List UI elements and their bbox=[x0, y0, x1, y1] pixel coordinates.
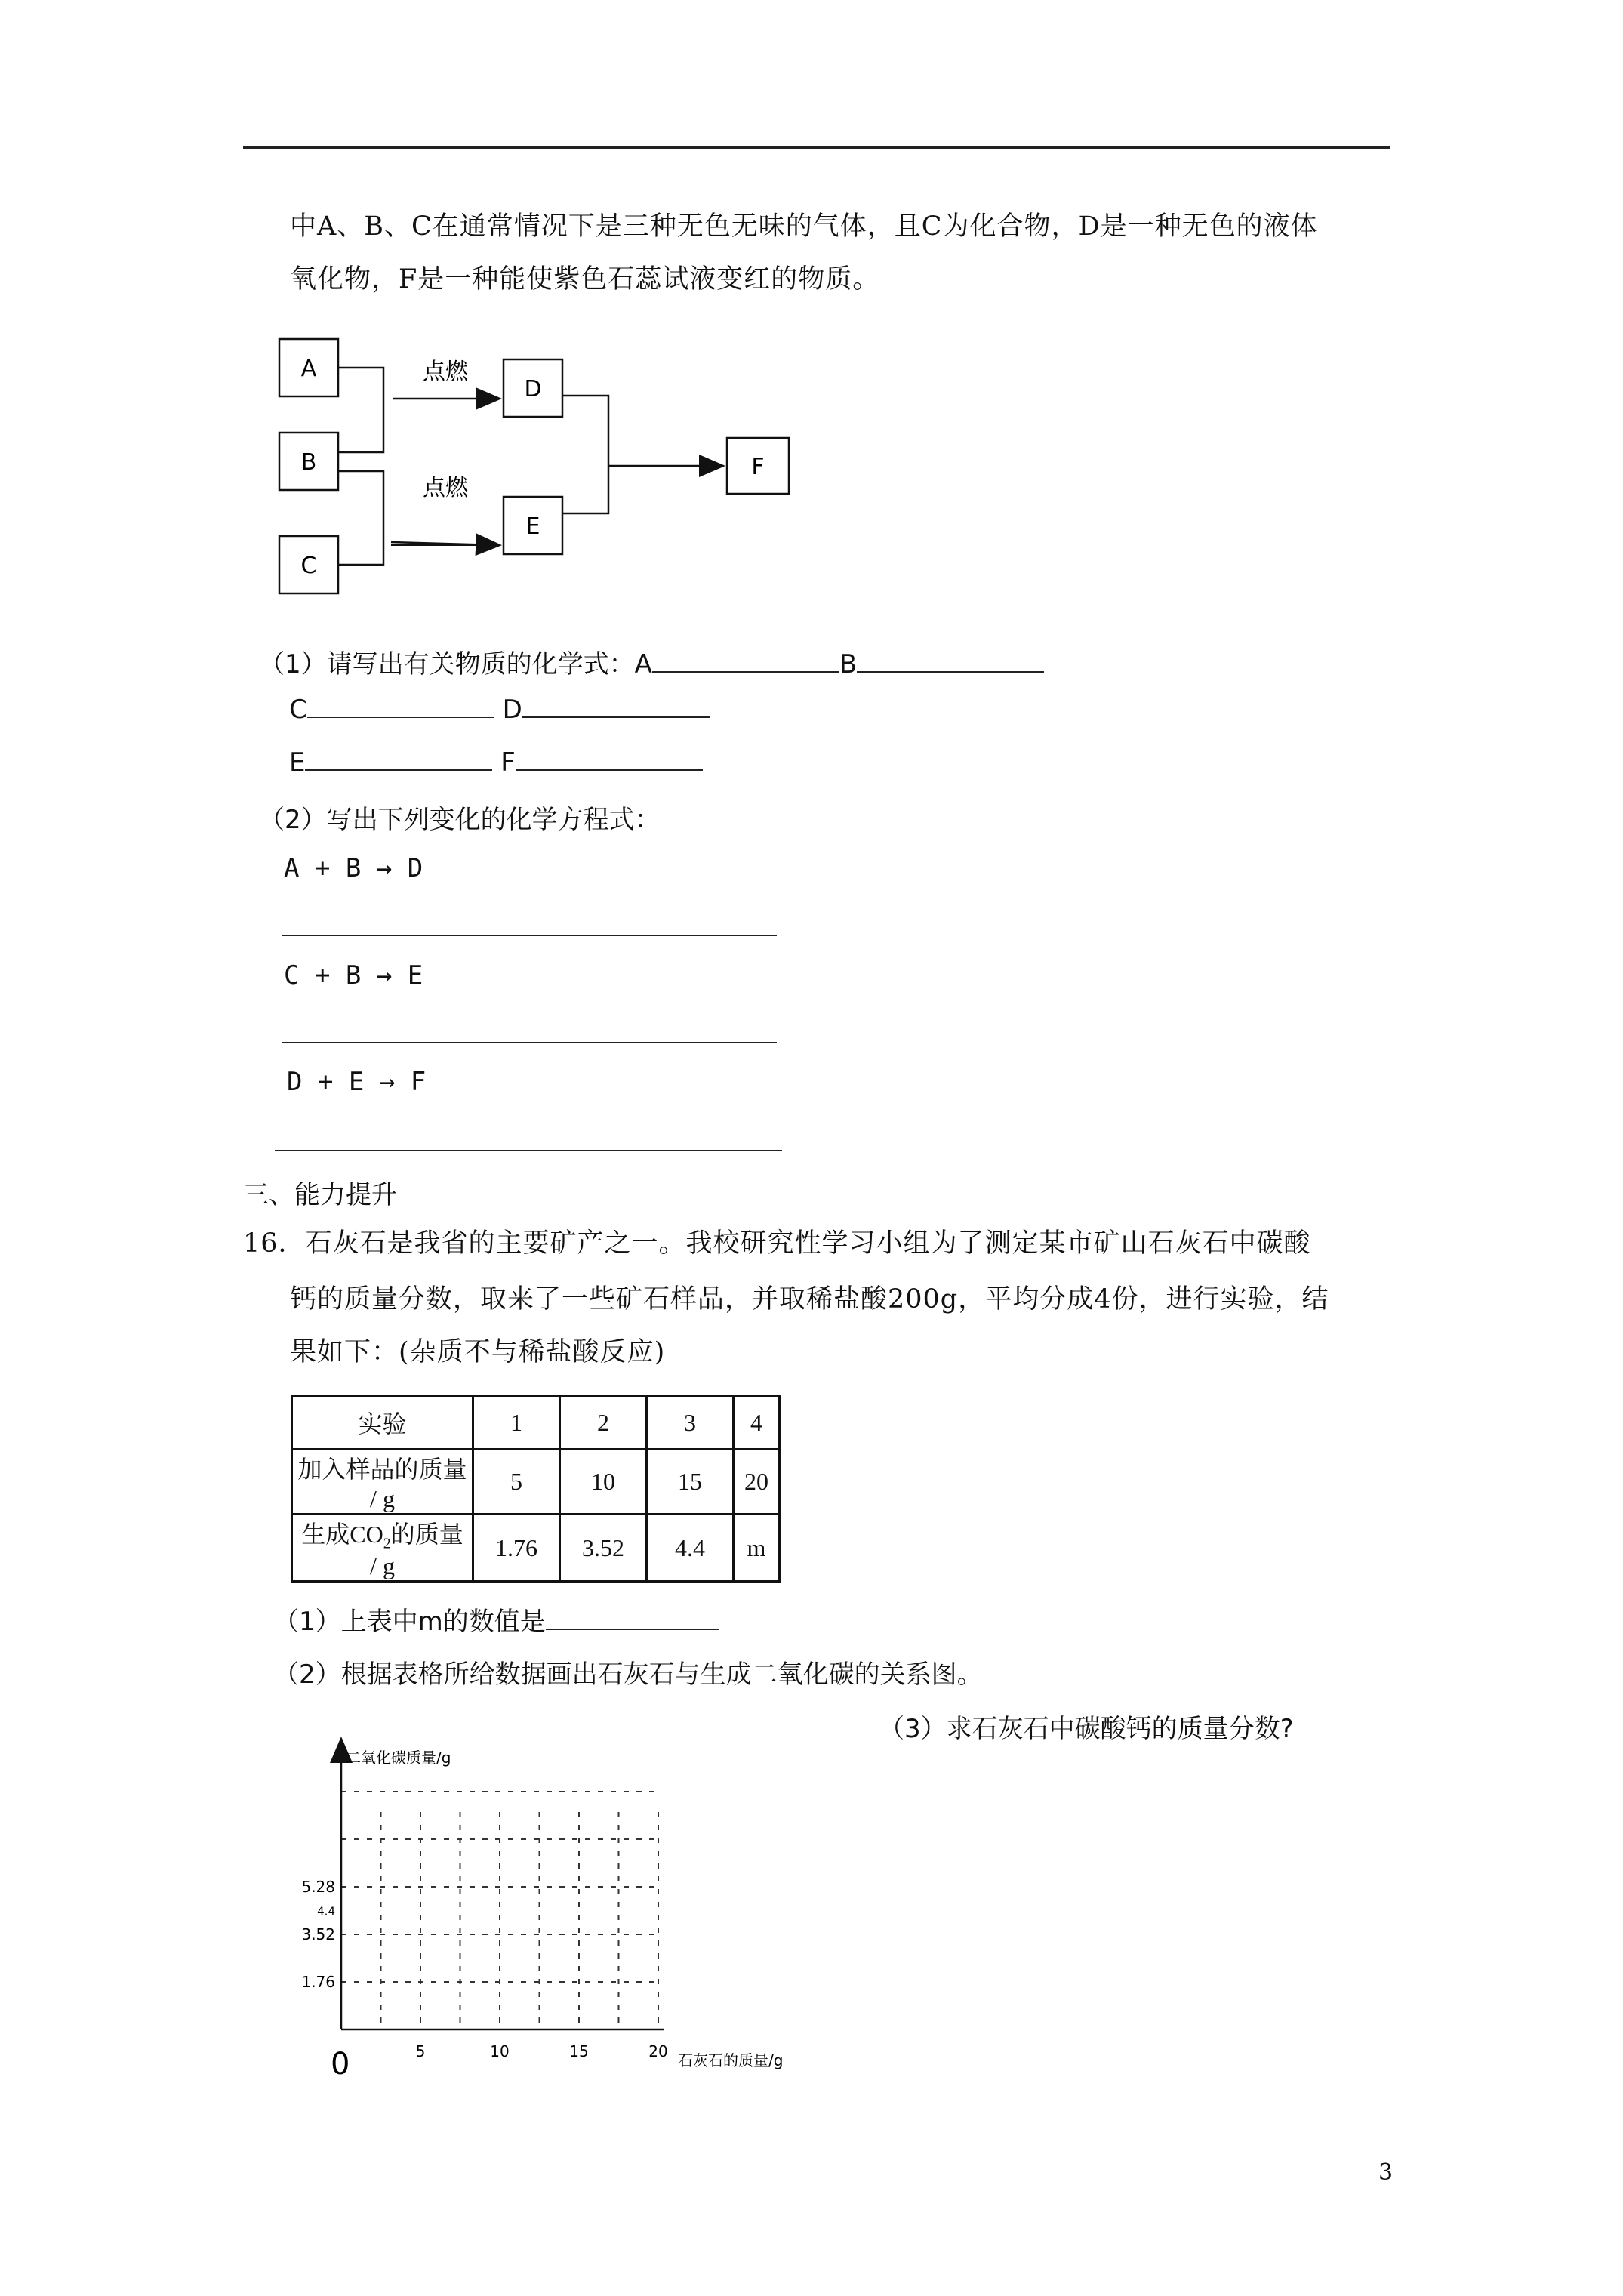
blank-d[interactable] bbox=[522, 693, 710, 718]
box-f-label: F bbox=[751, 454, 765, 480]
blank-e[interactable] bbox=[305, 747, 492, 771]
equation-2: C + B → E bbox=[284, 960, 423, 991]
q1-prompt: （1）请写出有关物质的化学式：A bbox=[259, 649, 652, 680]
blank-c[interactable] bbox=[307, 694, 494, 718]
label-b: B bbox=[839, 649, 858, 680]
sub-question-3: （3）求石灰石中碳酸钙的质量分数? bbox=[879, 1714, 1294, 1744]
problem16-line-2: 钙的质量分数，取来了一些矿石样品，并取稀盐酸200g，平均分成4份，进行实验，结 bbox=[290, 1284, 1329, 1314]
table-row bbox=[292, 1515, 780, 1582]
sub-question-1: （1）上表中m的数值是 bbox=[273, 1601, 719, 1638]
table-cell: 加入样品的质量 / g bbox=[292, 1450, 473, 1515]
table-cell: 1 bbox=[473, 1396, 560, 1450]
table-row bbox=[292, 1396, 780, 1450]
page-number: 3 bbox=[1378, 2159, 1394, 2186]
intro-line-1: 中A、B、C在通常情况下是三种无色无味的气体，且C为化合物，D是一种无色的液体 bbox=[290, 211, 1318, 242]
table-cell: 20 bbox=[734, 1450, 780, 1515]
table-cell: 实验 bbox=[292, 1396, 473, 1450]
table-cell: 4 bbox=[734, 1396, 780, 1450]
blank-b[interactable] bbox=[857, 649, 1044, 673]
label-c: C bbox=[289, 695, 307, 725]
x-tick-label: 10 bbox=[490, 2042, 510, 2060]
equation-1: A + B → D bbox=[284, 853, 423, 883]
x-tick-label: 20 bbox=[648, 2042, 668, 2060]
table-cell: 1.76 bbox=[473, 1515, 560, 1582]
problem16-line-1: 16．石灰石是我省的主要矿产之一。我校研究性学习小组为了测定某市矿山石灰石中碳酸 bbox=[243, 1228, 1311, 1259]
table-cell: m bbox=[734, 1515, 780, 1582]
intro-line-2: 氧化物，F是一种能使紫色石蕊试液变红的物质。 bbox=[290, 264, 880, 294]
table-cell: 2 bbox=[560, 1396, 647, 1450]
x-tick-label: 15 bbox=[569, 2042, 589, 2060]
y-tick-label: 3.52 bbox=[301, 1925, 335, 1943]
origin-label: 0 bbox=[331, 2047, 350, 2082]
table-cell: 3 bbox=[647, 1396, 734, 1450]
section-heading: 三、能力提升 bbox=[243, 1180, 397, 1210]
box-b-label: B bbox=[300, 449, 317, 476]
blank-f[interactable] bbox=[516, 746, 703, 771]
x-tick-label: 5 bbox=[415, 2042, 426, 2060]
y-axis-label: 二氧化碳质量/g bbox=[346, 1749, 451, 1767]
blank-m[interactable] bbox=[546, 1606, 719, 1630]
blank-a[interactable] bbox=[652, 649, 839, 673]
box-e-label: E bbox=[525, 513, 540, 540]
box-d-label: D bbox=[524, 376, 542, 402]
q1-line-2 bbox=[289, 693, 710, 725]
q1-line-1 bbox=[259, 643, 1044, 680]
arrow-label-top: 点燃 bbox=[423, 359, 468, 385]
answer-line-3[interactable] bbox=[275, 1150, 782, 1151]
box-a-label: A bbox=[300, 356, 317, 382]
q1-line-3 bbox=[289, 746, 703, 778]
table-cell: 15 bbox=[647, 1450, 734, 1515]
table-cell: 5 bbox=[473, 1450, 560, 1515]
y-tick-label: 1.76 bbox=[301, 1973, 335, 1991]
co2-chart bbox=[287, 1733, 830, 2095]
y-tick-label: 4.4 bbox=[317, 1904, 335, 1918]
label-d: D bbox=[502, 695, 522, 725]
equation-3: D + E → F bbox=[287, 1067, 427, 1097]
label-f: F bbox=[500, 747, 516, 778]
label-e: E bbox=[289, 747, 306, 778]
y-tick-label: 5.28 bbox=[301, 1878, 335, 1896]
answer-line-1[interactable] bbox=[282, 935, 777, 936]
header-rule bbox=[243, 146, 1390, 149]
arrow-label-bottom: 点燃 bbox=[423, 475, 468, 501]
table-row bbox=[292, 1450, 780, 1515]
experiment-table bbox=[291, 1395, 781, 1583]
problem16-line-3: 果如下：(杂质不与稀盐酸反应) bbox=[290, 1337, 666, 1367]
table-cell: 生成$CO_2$的质量 / g bbox=[292, 1515, 473, 1582]
reaction-diagram bbox=[272, 332, 800, 596]
q2-prompt: （2）写出下列变化的化学方程式： bbox=[259, 805, 661, 835]
box-c-label: C bbox=[300, 553, 317, 579]
x-axis-label: 石灰石的质量/g bbox=[678, 2051, 784, 2069]
answer-line-2[interactable] bbox=[282, 1042, 777, 1043]
sub-question-2: （2）根据表格所给数据画出石灰石与生成二氧化碳的关系图。 bbox=[273, 1660, 983, 1690]
table-cell: 4.4 bbox=[647, 1515, 734, 1582]
table-cell: 10 bbox=[560, 1450, 647, 1515]
table-cell: 3.52 bbox=[560, 1515, 647, 1582]
